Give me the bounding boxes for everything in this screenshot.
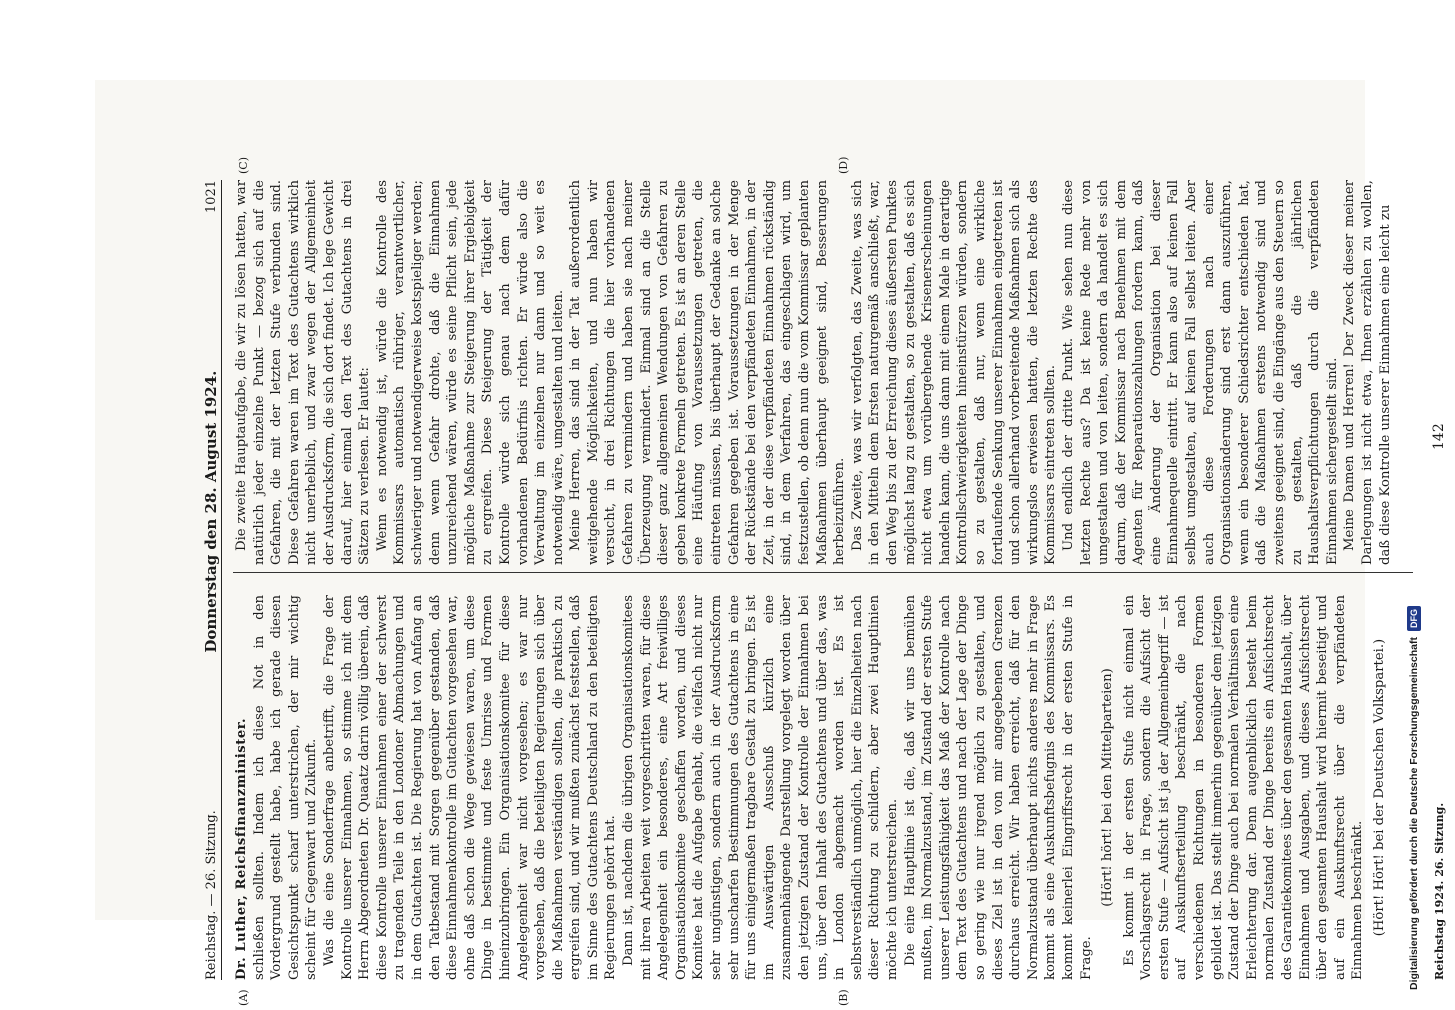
digitization-credit [1402, 10, 1426, 990]
paragraph: Es kommt in der ersten Stufe nicht einmal ein Vorschlagsrecht in Frage, sondern die Aufsicht der ersten Stufe — Aufsicht ist ja der Allgemeinbegriff — ist auf Auskunftserteilung beschränkt, die nach verschiedenen Richtungen in besonderen Formen gebildet ist. Das stellt immerhin gegenüber dem jetzigen Zustand der Dinge auch bei normalen Verhältnissen eine Erleichterung dar. Denn augenblicklich besteht beim normalen Zustand der Dinge bereits ein Aufsichtsrecht des Garantiekomitees über den gesamten Haushalt, über Einnahmen und Ausgaben, und dieses Aufsichtsrecht über den gesamten Haushalt wird hiermit beseitigt und auf ein Auskunftsrecht über die verpfändeten Einnahmen beschränkt. [1121, 595, 1366, 980]
paragraph: Die zweite Hauptaufgabe, die wir zu lösen hatten, war natürlich jeder einzelne Punkt — bezog sich auf die Gefahren, die mit der letzten Stufe verbunden sind. Diese Gefahren waren im Text des Gutachtens wirklich nicht unerheblich, und zwar wegen der Allgemeinheit der Ausdrucksform, die sich dort findet. Ich lege Gewicht darauf, hier einmal den Text des Gutachtens in drei Sätzen zu verlesen. Er lautet: [234, 180, 373, 565]
signature-number: 142 [1431, 423, 1447, 450]
text-column-left [233, 595, 1393, 980]
rotated-page-content [195, 150, 1455, 1010]
interjection: (Hört! hört! bei den Mittelparteien) [1100, 668, 1116, 907]
interjection: (Hört! Hört! bei der Deutschen Volkspartei.) [1372, 638, 1387, 937]
page-number: 1021 [204, 180, 220, 214]
header-left: Reichstag. — 26. Sitzung. [204, 810, 220, 980]
paragraph: Dann ist, nachdem die übrigen Organisationskomitees mit ihren Arbeiten weit vorgeschritten waren, für diese Angelegenheit ein besonderes, eine Art freiwilliges Organisationskomitee geschaffen worden, und dieses Komitee hat die Aufgabe gehabt, die vielfach nicht nur sehr ungünstigen, sondern auch in der Ausdrucksform sehr unscharfen Bestimmungen des Gutachtens in eine für uns einigermaßen tragbare Gestalt zu bringen. Es ist im Auswärtigen Ausschuß kürzlich eine zusammenhängende Darstellung vorgelegt worden über den jetzigen Zustand der Kontrolle der Einnahmen bei uns, über den Inhalt des Gutachtens und über das, was in London abgemacht worden ist. Es ist selbstverständlich unmöglich, hier die Einzelheiten nach dieser Richtung zu schildern, aber zwei Hauptlinien möchte ich unterstreichen. [621, 595, 900, 980]
paragraph: Meine Herren, das sind in der Tat außerordentlich weitgehende Möglichkeiten, und nun haben wir versucht, in drei Richtungen die hier vorhandenen Gefahren zu vermindern und haben sie nach meiner Überzeugung vermindert. Einmal sind an die Stelle dieser ganz allgemeinen Wendungen von Gefahren zu geben konkrete Formeln getreten. Es ist an deren Stelle eine Häufung von Voraussetzungen getreten, die eintreten müssen, bis überhaupt der Gedanke an solche Gefahren gegeben ist. Voraussetzungen in der Menge der Rückstände bei den verpfändeten Einnahmen, in der Zeit, in der diese verpfändeten Einnahmen rückständig sind, in dem Verfahren, das eingeschlagen wird, um festzustellen, ob denn nun die vom Kommissar geplanten Maßnahmen überhaupt geeignet sind, Besserungen herbeizuführen. [568, 180, 848, 565]
paragraph: Das Zweite, was wir verfolgten, das Zweite, was sich in den Mitteln dem Ersten naturgemäß anschließt, war, den Weg bis zu der Erreichung dieses äußersten Punktes möglichst lang zu gestalten, so zu gestalten, daß es sich nicht etwa um vorübergehende Krisenerscheinungen handeln kann, die uns dann mit einem Male in derartige Kontrollschwierigkeiten hineinstürzen würden, sondern so zu gestalten, daß nur, wenn eine wirkliche fortlaufende Senkung unserer Einnahmen eingetreten ist und schon allerhand vorbereitende Maßnahmen sich als wirkungslos erwiesen hatten, die letzten Rechte des Kommissars eintreten sollten. [849, 180, 1059, 565]
margin-mark-a: (A) [237, 989, 250, 1006]
column-divider [233, 572, 1413, 573]
dfg-logo-badge: DFG [1407, 606, 1421, 631]
paragraph: schließen sollten. Indem ich diese Not in den Vordergrund gestellt habe, habe ich gerade diesen Gesichtspunkt scharf unterstrichen, der mir wichtig scheint für Gegenwart und Zukunft. [251, 595, 320, 980]
paragraph: Und endlich der dritte Punkt. Wie sehen nun diese letzten Rechte aus? Da ist keine Rede mehr von umgestalten und von leiten, sondern da handelt es sich darum, daß der Kommissar nach Benehmen mit dem Agenten für Reparationszahlungen fordern kann, daß eine Änderung der Organisation bei dieser Einnahmequelle eintritt. Er kann also auf keinen Fall selbst umgestalten, auf keinen Fall selbst leiten. Aber auch diese Forderungen nach einer Organisationsänderung sind erst dann auszuführen, wenn ein besonderer Schiedsrichter entschieden hat, daß die Maßnahmen erstens notwendig sind und zweitens geeignet sind, die Eingänge aus den Steuern so zu gestalten, daß die jährlichen Haushaltsverpflichtungen durch die verpfändeten Einnahmen sichergestellt sind. [1060, 180, 1340, 565]
paragraph: Die eine Hauptlinie ist die, daß wir uns bemühen mußten, im Normalzustand, im Zustand der ersten Stufe unserer Leistungsfähigkeit das Maß der Kontrolle nach dem Text des Gutachtens und nach der Lage der Dinge so gering wie nur irgend möglich zu gestalten, und dieses Ziel ist in den von mir angegebenen Grenzen durchaus erreicht. Wir haben erreicht, daß für den Normalzustand überhaupt nichts anderes mehr in Frage kommt als eine Auskunftsbefugnis des Kommissars. Es kommt keinerlei Eingriffsrecht in der ersten Stufe in Frage. [902, 595, 1094, 980]
margin-mark-d: (D) [837, 156, 850, 174]
credit-text: Digitalisierung gefördert durch die Deutsche Forschungsgemeinschaft [1408, 637, 1420, 990]
paragraph: Was die eine Sonderfrage anbetrifft, die Frage der Kontrolle unserer Einnahmen, so stimme ich mit dem Herrn Abgeordneten Dr. Quaatz darin völlig überein, daß diese Kontrolle unserer Einnahmen einer der schwerst zu tragenden Teile in den Londoner Abmachungen und in dem Gutachten ist. Die Regierung hat von Anfang an den Tatbestand mit Sorgen gegenüber gestanden, daß diese Einnahmenkontrolle im Gutachten vorgesehen war, ohne daß schon die Wege gewiesen waren, um diese Dinge in bestimmte und feste Umrisse und Formen hineinzubringen. Ein Organisationskomitee für diese Angelegenheit war nicht vorgesehen; es war nur vorgesehen, daß die beteiligten Regierungen sich über die Maßnahmen verständigen sollten, die praktisch zu ergreifen sind, und wir mußten zunächst feststellen, daß im Sinne des Gutachtens Deutschland zu den beteiligten Regierungen gehört hat. [321, 595, 619, 980]
quoted-text: Wenn es notwendig ist, würde die Kontrolle des Kommissars automatisch rühriger, verantwortlicher, schwieriger und notwendigerweise kostspieliger werden; denn wenn Gefahr drohte, daß die Einnahmen unzureichend wären, würde es seine Pflicht sein, jede mögliche Maßnahme zur Steigerung ihrer Ergiebigkeit zu ergreifen. Diese Steigerung der Tätigkeit der Kontrolle würde sich genau nach dem dafür vorhandenen Bedürfnis richten. Er würde also die Verwaltung im einzelnen nur dann und so weit es notwendig wäre, umgestalten und leiten. [374, 180, 566, 565]
footer-left: Reichstag 1924. 26. Sitzung. [1433, 802, 1446, 980]
paragraph: Meine Damen und Herren! Der Zweck dieser meiner Darlegungen ist nicht etwa, Ihnen erzählen zu wollen, daß diese Kontrolle unserer Einnahmen eine leicht zu [1342, 180, 1393, 565]
margin-mark-c: (C) [237, 157, 250, 174]
page-header [195, 180, 222, 980]
speaker-line: Dr. Luther, Reichsfinanzminister. [234, 717, 249, 980]
text-column-right [233, 180, 1394, 565]
margin-mark-b: (B) [837, 989, 850, 1006]
header-date: Donnerstag den 28. August 1924. [202, 370, 221, 653]
